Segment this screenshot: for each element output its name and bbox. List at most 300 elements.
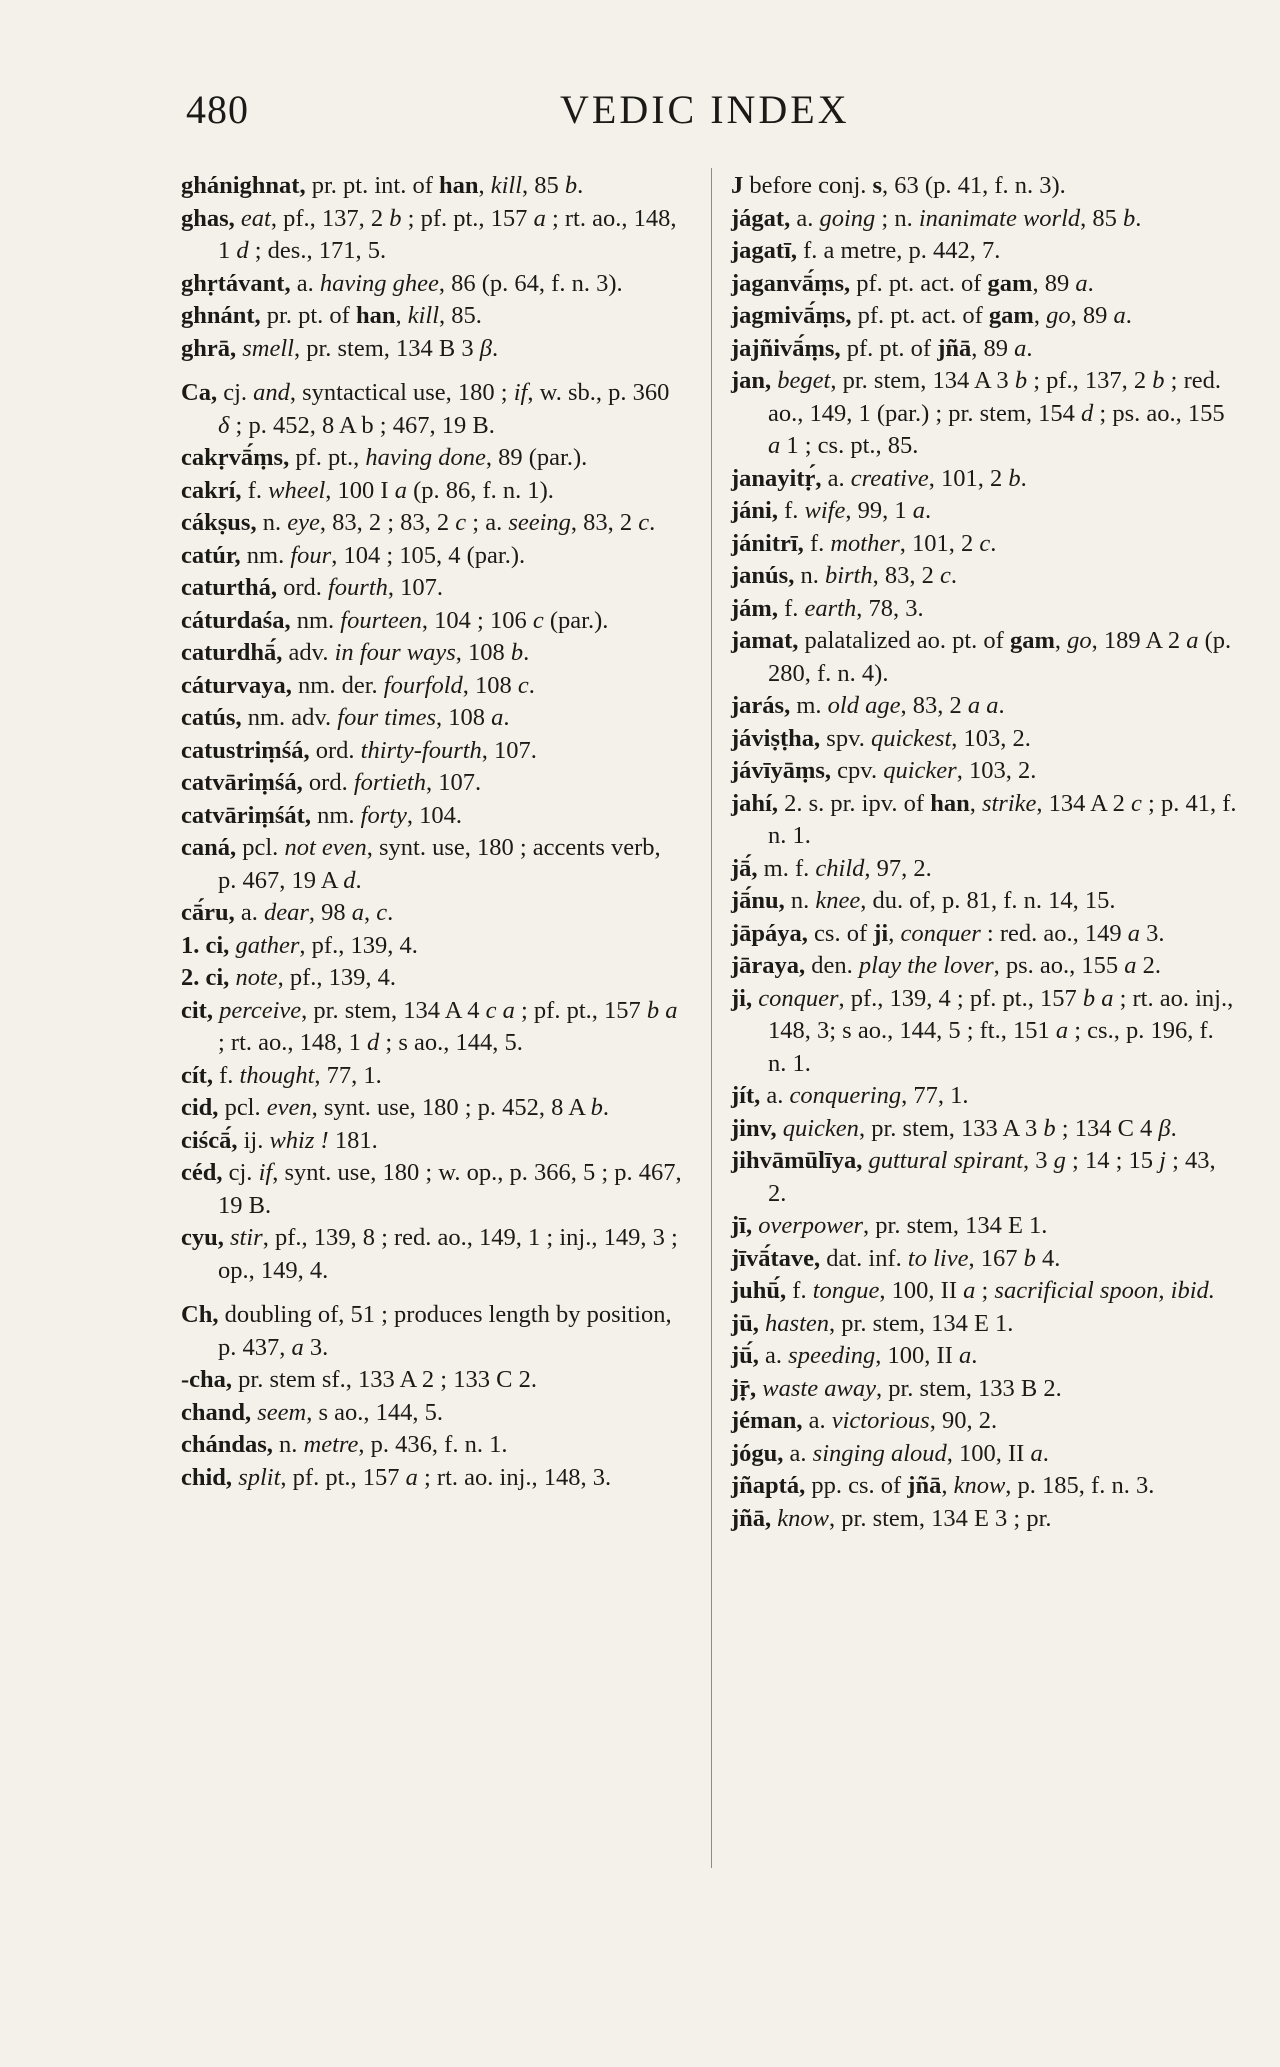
index-entry [181, 475, 683, 508]
entry-headword: céd, [181, 1159, 223, 1186]
index-entry [181, 670, 683, 703]
entry-text: j [1159, 1147, 1166, 1174]
entry-text: , 189 A 2 [1091, 627, 1187, 654]
entry-text: . [1020, 464, 1027, 492]
entry-text: ; rt. ao., 148, 1 [218, 204, 677, 264]
entry-text: quickest [871, 724, 952, 752]
entry-text: , pf., 139, 4 ; pf. pt., 157 [838, 984, 1083, 1012]
entry-text: play the lover [858, 952, 994, 979]
index-entry [731, 1373, 1237, 1406]
entry-text: not even [284, 834, 367, 861]
entry-headword: 2. ci, [181, 964, 230, 991]
entry-headword: ghánighnat, [181, 172, 306, 199]
index-entry [181, 605, 683, 638]
entry-text: , [888, 919, 901, 947]
entry-text: eye [287, 509, 320, 536]
entry-text: guttural spirant [868, 1147, 1024, 1174]
entry-text: fourteen [340, 606, 422, 634]
entry-headword: jáviṣṭha, [731, 724, 821, 752]
entry-text: . [649, 509, 656, 536]
index-entry [731, 853, 1237, 886]
index-entry [731, 1438, 1237, 1471]
entry-text: jñā [937, 334, 972, 362]
entry-text: ; n. [875, 204, 919, 232]
entry-text: m. f. [757, 854, 816, 882]
entry-text: overpower [758, 1212, 864, 1239]
index-entry [181, 540, 683, 573]
entry-text: . [1125, 302, 1132, 329]
entry-headword: cakṛvā́ṃs, [181, 444, 290, 471]
entry-text: , 104 ; 105, 4 (par.). [331, 541, 526, 569]
entry-text: smell [242, 334, 294, 362]
entry-headword: caná, [181, 834, 237, 861]
index-entry [731, 1080, 1237, 1113]
entry-text: b [389, 204, 402, 232]
entry-text: , 100, II [946, 1439, 1031, 1467]
entry-headword: ghrā, [181, 334, 237, 362]
entry-text: , pr. stem, 134 E 1. [829, 1309, 1014, 1337]
entry-text: a a [967, 692, 999, 719]
entry-text: ; pf. pt., 157 [401, 204, 534, 232]
entry-text: having done [365, 444, 486, 471]
entry-text: 181. [328, 1126, 378, 1154]
entry-text: child [815, 854, 865, 882]
entry-text: note [235, 964, 278, 991]
entry-text: n. [784, 887, 816, 914]
index-entry [181, 962, 683, 995]
entry-text: ; 134 C 4 [1055, 1114, 1159, 1142]
index-entry [731, 950, 1237, 983]
entry-text: a [768, 432, 781, 459]
index-entry [731, 365, 1237, 463]
entry-headword: jógu, [731, 1439, 784, 1467]
entry-text: a. [821, 464, 851, 492]
entry-text: ji [873, 919, 889, 947]
index-entry [731, 300, 1237, 333]
entry-text: . [528, 671, 535, 699]
entry-text: , 83, 2 [872, 562, 940, 589]
index-entry [181, 1125, 683, 1158]
entry-text: , pf., 139, 8 ; red. ao., 149, 1 ; inj., 149, 3 ; op., 149, 4. [218, 1224, 678, 1284]
entry-headword: jarás, [731, 692, 791, 719]
entry-text: cs. of [807, 919, 874, 947]
entry-text: n. [272, 1431, 304, 1458]
entry-text: gather [235, 931, 300, 959]
entry-text: four [290, 541, 332, 569]
entry-text: , 101, 2 [928, 464, 1009, 492]
entry-text: , 83, 2 ; 83, 2 [319, 509, 456, 536]
entry-headword: ghas, [181, 204, 235, 232]
page-number: 480 [186, 87, 249, 132]
right-column [731, 170, 1237, 1535]
entry-text: pr. pt. int. of [305, 172, 439, 199]
index-entry [731, 1503, 1237, 1536]
entry-text: f. [786, 1277, 813, 1304]
entry-text: singing aloud [812, 1439, 947, 1467]
entry-headword: jā́nu, [731, 887, 785, 914]
entry-text: , 108 [462, 671, 518, 699]
entry-text: . [387, 899, 394, 926]
entry-text: a [1075, 269, 1088, 297]
index-entry [731, 268, 1237, 301]
entry-text: ; rt. ao., 148, 1 [218, 1029, 368, 1056]
entry-text: ; pf. pt., 157 [514, 996, 647, 1024]
entry-text: pf. pt., [289, 444, 366, 471]
entry-text: a [1124, 952, 1137, 979]
entry-text: , 86 (p. 64, f. n. 3). [438, 269, 623, 297]
entry-text: , 103, 2. [951, 724, 1031, 752]
entry-text: victorious [831, 1407, 930, 1434]
entry-text: ; rt. ao. inj., 148, 3. [417, 1463, 612, 1491]
entry-text: c [455, 509, 467, 536]
entry-text: jñā [907, 1472, 942, 1499]
entry-headword: jū, [731, 1309, 759, 1337]
entry-text: pf. pt. of [840, 334, 938, 362]
entry-text: conquer [758, 984, 839, 1012]
entry-text: , pf. pt., 157 [280, 1463, 406, 1491]
entry-text: b a [646, 996, 678, 1024]
entry-text: n. [256, 509, 288, 536]
entry-headword: caturthá, [181, 574, 277, 601]
entry-text: f. [777, 594, 805, 622]
entry-text: , s ao., 144, 5. [306, 1398, 444, 1426]
entry-text: ; cs., p. 196, f. n. 1. [768, 1017, 1214, 1077]
entry-text: , 108 [435, 704, 492, 731]
entry-text: 1 ; cs. pt., 85. [780, 432, 919, 459]
entry-text: , pr. stem, 134 A 4 [301, 996, 486, 1024]
entry-text: d [367, 1029, 380, 1056]
entry-text: , 89 [1032, 269, 1076, 297]
entry-text: b [1008, 464, 1021, 492]
entry-text: stir [230, 1224, 263, 1251]
entry-text: , synt. use, 180 ; accents verb, p. 467, 19 A [218, 834, 661, 894]
index-entry [731, 1405, 1237, 1438]
entry-text: conquer [900, 919, 981, 947]
entry-headword: cáturvaya, [181, 671, 292, 699]
entry-headword: 1. ci, [181, 931, 230, 959]
entry-headword: J [731, 172, 744, 199]
index-entry [181, 507, 683, 540]
entry-text: pcl. [218, 1094, 267, 1121]
entry-text: ord. [276, 574, 328, 601]
entry-text: thought [239, 1061, 315, 1089]
entry-text: inanimate world [918, 204, 1081, 232]
entry-headword: jahí, [731, 789, 778, 817]
entry-headword: cid, [181, 1094, 219, 1121]
entry-text: if [258, 1159, 273, 1186]
index-entry [181, 637, 683, 670]
entry-text: c [979, 529, 991, 557]
entry-text: adv. [282, 639, 335, 666]
entry-text: β [1158, 1114, 1171, 1142]
entry-headword: Ch, [181, 1301, 219, 1328]
entry-text: han [355, 302, 396, 329]
index-entry [731, 528, 1237, 561]
entry-text: . [503, 704, 510, 731]
entry-text: , 100, II [875, 1342, 959, 1369]
entry-text: , pf., 139, 4. [299, 931, 418, 959]
index-entry [731, 1145, 1237, 1210]
entry-text: pf. pt. act. of [850, 269, 988, 297]
index-entry [731, 1210, 1237, 1243]
entry-text: : red. ao., 149 [980, 919, 1128, 947]
index-entry [731, 203, 1237, 236]
entry-text: nm. der. [291, 671, 384, 699]
entry-text: b [564, 172, 578, 199]
entry-text: fortieth [353, 769, 426, 796]
entry-text: wife [804, 497, 846, 524]
entry-text: , [969, 789, 982, 817]
entry-text: 2. [1136, 952, 1162, 979]
entry-text: 4. [1035, 1244, 1061, 1272]
entry-text: seem [257, 1398, 307, 1426]
entry-text: han [438, 172, 479, 199]
entry-headword: jihvāmūlīya, [731, 1147, 863, 1174]
entry-text: . [602, 1094, 610, 1121]
entry-text: , [1033, 302, 1047, 329]
entry-headword: chand, [181, 1398, 252, 1426]
entry-text: , 108 [455, 639, 511, 666]
entry-text: knee [815, 887, 861, 914]
entry-text: . [1135, 204, 1142, 232]
entry-text: beget [777, 367, 831, 394]
entry-text: b [1023, 1244, 1036, 1272]
entry-text: mother [830, 529, 900, 557]
entry-text: a [394, 476, 407, 504]
entry-headword: jávīyāṃs, [731, 757, 832, 784]
entry-headword: cáturdaśa, [181, 606, 291, 634]
entry-text: b a [1082, 984, 1114, 1012]
index-entry [731, 333, 1237, 366]
index-entry [181, 800, 683, 833]
entry-text: speeding [788, 1342, 876, 1369]
entry-text: , 107. [481, 736, 537, 764]
entry-headword: juhū́, [731, 1277, 787, 1304]
left-column [181, 170, 683, 1494]
entry-text: . [491, 334, 499, 362]
entry-text: , pr. stem, 134 A 3 [830, 367, 1015, 394]
entry-text: , ps. ao., 155 [993, 952, 1125, 979]
entry-text: cj. [217, 379, 254, 406]
entry-text: a. [760, 1082, 790, 1109]
entry-headword: jám, [731, 594, 778, 622]
entry-text: forty [360, 801, 407, 829]
entry-text: . [523, 639, 530, 666]
entry-text: , 97, 2. [864, 854, 932, 882]
index-entry [731, 170, 1237, 203]
entry-text: creative [850, 464, 929, 492]
entry-text: a. [234, 899, 264, 926]
entry-text: ord. [309, 736, 361, 764]
entry-text: seeing [508, 509, 571, 536]
entry-text: a. [290, 269, 320, 297]
entry-text: dear [264, 899, 309, 926]
index-entry [731, 593, 1237, 626]
entry-text: , 77, 1. [901, 1082, 969, 1109]
index-entry [181, 1060, 683, 1093]
entry-text: , pr. stem, 133 A 3 [858, 1114, 1044, 1142]
entry-text: , p. 436, f. n. 1. [358, 1431, 508, 1458]
entry-text: a. [758, 1342, 789, 1369]
entry-text: . [990, 529, 997, 557]
entry-text: , [364, 899, 377, 926]
index-entry [731, 1275, 1237, 1308]
entry-text: pcl. [236, 834, 285, 861]
entry-headword: jñā, [731, 1504, 772, 1532]
entry-text: a [912, 497, 925, 524]
entry-text: nm. adv. [241, 704, 338, 731]
entry-headword: cít, [181, 1061, 213, 1089]
entry-text: pf. pt. act. of [851, 302, 989, 329]
entry-text: . [355, 866, 362, 894]
entry-text: a. [790, 204, 820, 232]
index-entry [181, 897, 683, 930]
entry-text: cj. [222, 1159, 259, 1186]
entry-text: a [1186, 627, 1199, 654]
entry-text: s [872, 172, 883, 199]
entry-text: , 167 [968, 1244, 1024, 1272]
entry-text: , 104 ; 106 [421, 606, 533, 634]
entry-text: pr. pt. of [260, 302, 356, 329]
entry-text: , du. of, p. 81, f. n. 14, 15. [860, 887, 1116, 914]
entry-text: a [533, 204, 546, 232]
entry-text: pp. cs. of [805, 1472, 908, 1499]
entry-text: go [1067, 627, 1092, 654]
entry-text: ; a. [466, 509, 509, 536]
entry-text: , 89 [971, 334, 1015, 362]
index-entry [181, 203, 683, 268]
entry-text: c [638, 509, 650, 536]
index-entry [731, 463, 1237, 496]
entry-text: (p. 86, f. n. 1). [406, 476, 554, 504]
index-entry [731, 885, 1237, 918]
entry-text: . [577, 172, 584, 199]
entry-text: , 98 [308, 899, 352, 926]
index-entry [731, 560, 1237, 593]
entry-text: , 107. [425, 769, 482, 796]
entry-text: . [998, 692, 1005, 719]
entry-text: sacrificial spoon, ibid. [994, 1277, 1215, 1304]
entry-text: d [1081, 399, 1094, 427]
entry-text: ; rt. ao. inj., 148, 3; s ao., 144, 5 ; ft., 151 [768, 984, 1234, 1044]
entry-headword: -cha, [181, 1366, 233, 1393]
entry-text: δ [218, 411, 230, 439]
entry-text: dat. inf. [820, 1244, 908, 1272]
entry-text: gam [987, 269, 1033, 297]
entry-text: a [963, 1277, 976, 1304]
entry-text: old age [827, 692, 901, 719]
entry-headword: jágat, [731, 204, 791, 232]
entry-headword: jñaptá, [731, 1472, 806, 1499]
entry-text: , pf., 139, 4. [277, 964, 397, 991]
entry-headword: janús, [731, 562, 795, 589]
entry-headword: jagatī, [731, 237, 797, 264]
index-entry [731, 983, 1237, 1081]
index-entry [181, 930, 683, 963]
entry-text: hasten [765, 1309, 830, 1337]
index-entry [731, 495, 1237, 528]
entry-text: , 63 (p. 41, f. n. 3). [882, 172, 1066, 199]
entry-text: 2. s. pr. ipv. of [777, 789, 931, 817]
index-entry [181, 1429, 683, 1462]
entry-headword: jṝ, [731, 1374, 757, 1402]
entry-text: , 85 [1080, 204, 1123, 232]
entry-text: and [253, 379, 290, 406]
entry-text: , 85 [522, 172, 565, 199]
entry-text: ; p. 452, 8 A b ; 467, 19 B. [229, 411, 495, 439]
entry-text: , synt. use, 180 ; p. 452, 8 A [311, 1094, 591, 1121]
entry-text: nm. [290, 606, 341, 634]
entry-headword: jan, [731, 367, 772, 394]
entry-text: go [1046, 302, 1071, 329]
entry-text: . [1170, 1114, 1177, 1142]
entry-text: a [1030, 1439, 1043, 1467]
entry-text: tongue [812, 1277, 880, 1304]
entry-text: kill [407, 302, 440, 329]
entry-text: 3. [303, 1333, 329, 1361]
entry-text: , 77, 1. [314, 1061, 382, 1089]
entry-text: a [1113, 302, 1126, 329]
index-entry [731, 1308, 1237, 1341]
entry-text: to live [907, 1244, 969, 1272]
entry-headword: ciścā́, [181, 1126, 238, 1154]
entry-text: (p. 280, f. n. 4). [768, 627, 1232, 687]
entry-text: a [1055, 1017, 1069, 1044]
entry-text: gam [988, 302, 1034, 329]
entry-text: even [266, 1094, 312, 1121]
entry-text: den. [805, 952, 859, 979]
entry-text: if [513, 379, 528, 406]
entry-text: , 89 (par.). [485, 444, 588, 471]
entry-text: , synt. use, 180 ; w. op., p. 366, 5 ; p. 467, 19 B. [218, 1159, 682, 1219]
entry-headword: cákṣus, [181, 509, 257, 536]
index-entry [731, 723, 1237, 756]
entry-text: b [1043, 1114, 1056, 1142]
entry-text: , 83, 2 [570, 509, 639, 536]
entry-text: , 100, II [879, 1277, 964, 1304]
entry-text: , 78, 3. [856, 594, 924, 622]
entry-text: split [238, 1463, 281, 1491]
entry-text: , 3 [1023, 1147, 1054, 1174]
entry-text: ; pf., 137, 2 [1027, 367, 1153, 394]
index-entry [181, 1157, 683, 1222]
index-entry [181, 170, 683, 203]
entry-text: conquering [789, 1082, 902, 1109]
entry-headword: chándas, [181, 1431, 273, 1458]
entry-text: , [478, 172, 491, 199]
entry-text: pr. stem sf., 133 A 2 ; 133 C 2. [232, 1366, 537, 1393]
entry-headword: jít, [731, 1082, 761, 1109]
entry-text: a [405, 1463, 418, 1491]
index-entry [181, 1364, 683, 1397]
entry-text: b [510, 639, 524, 666]
entry-text: ; ps. ao., 155 [1093, 399, 1225, 427]
entry-headword: cit, [181, 996, 213, 1024]
entry-text: ij. [237, 1126, 270, 1154]
index-entry [181, 268, 683, 301]
entry-headword: jā́, [731, 854, 758, 882]
entry-text: , pr. stem, 134 E 3 ; pr. [829, 1504, 1052, 1532]
entry-text: going [819, 204, 876, 232]
entry-text: wheel [268, 476, 326, 504]
column-divider [711, 168, 712, 1868]
entry-text: , 85. [439, 302, 482, 329]
entry-text: f. [777, 497, 805, 524]
entry-headword: jū́, [731, 1342, 759, 1369]
entry-text: gam [1009, 627, 1055, 654]
index-entry [181, 735, 683, 768]
entry-text: han [930, 789, 970, 817]
